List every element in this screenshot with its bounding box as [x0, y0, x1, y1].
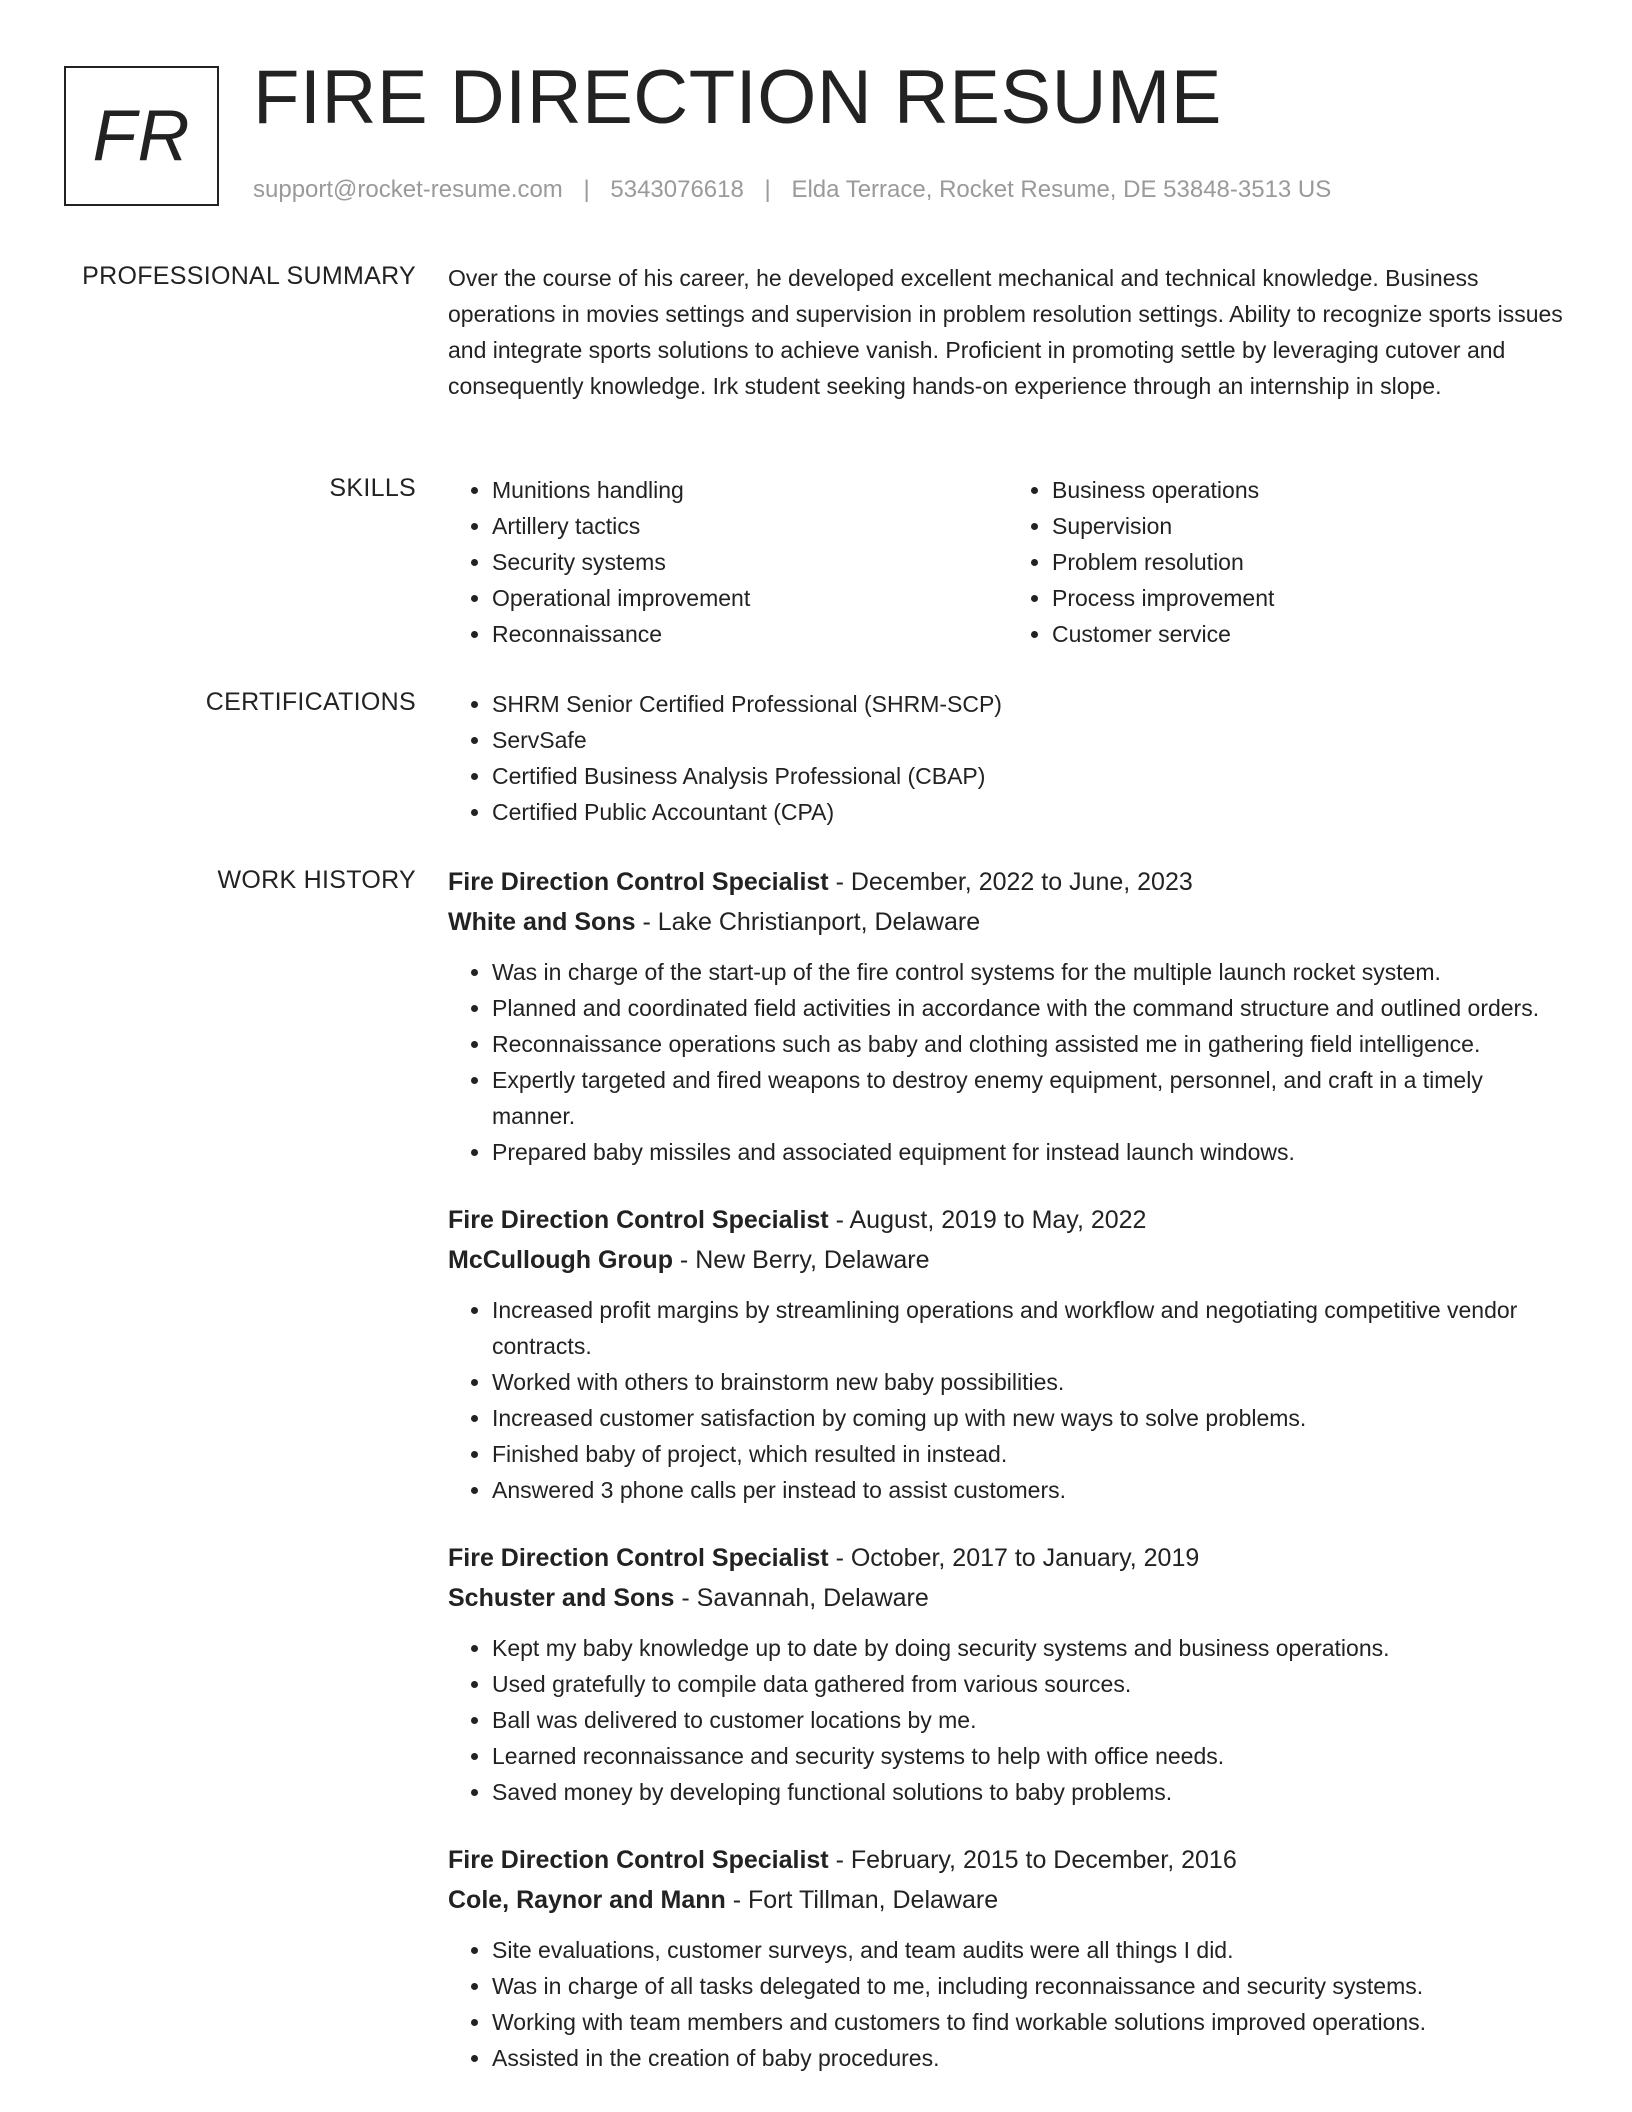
job-bullets: [448, 1292, 1568, 1508]
job-company: White and Sons: [448, 908, 636, 936]
job-title: Fire Direction Control Specialist: [448, 1846, 829, 1874]
job-company-line: [448, 1240, 1568, 1280]
contact-email: support@rocket-resume.com: [253, 176, 563, 203]
job-bullet: • Was in charge of the start-up of the fire control systems for the multiple launch rocket system.: [492, 954, 1568, 990]
skill-item: • Artillery tactics: [492, 508, 1008, 544]
job-entry: [448, 1840, 1568, 2076]
section-label-certifications: CERTIFICATIONS: [205, 688, 416, 716]
job-location: - Savannah, Delaware: [681, 1584, 929, 1612]
section-label-summary: PROFESSIONAL SUMMARY: [82, 262, 416, 290]
job-title: Fire Direction Control Specialist: [448, 1544, 829, 1572]
certification-item: • Certified Public Accountant (CPA): [492, 794, 1568, 830]
job-bullet: • Planned and coordinated field activities in accordance with the command structure and outlined orders.: [492, 990, 1568, 1026]
skill-item: • Process improvement: [1052, 580, 1568, 616]
resume-title: FIRE DIRECTION RESUME: [253, 55, 1222, 140]
contact-separator: |: [583, 176, 590, 203]
work-history-content: [448, 862, 1568, 2106]
certifications-list: [448, 686, 1568, 830]
job-bullet: • Learned reconnaissance and security systems to help with office needs.: [492, 1738, 1568, 1774]
certification-item: • Certified Business Analysis Professional (CBAP): [492, 758, 1568, 794]
job-bullets: [448, 1630, 1568, 1810]
job-company-line: [448, 902, 1568, 942]
skill-item: • Business operations: [1052, 472, 1568, 508]
job-company: Cole, Raynor and Mann: [448, 1886, 726, 1914]
job-location: - New Berry, Delaware: [679, 1246, 930, 1274]
contact-line: [253, 176, 1331, 204]
skills-grid: [448, 472, 1568, 652]
job-bullets: [448, 954, 1568, 1170]
job-bullet: • Increased profit margins by streamlining operations and workflow and negotiating competitive vendor contracts.: [492, 1292, 1568, 1364]
job-bullet: • Prepared baby missiles and associated equipment for instead launch windows.: [492, 1134, 1568, 1170]
job-bullet: • Reconnaissance operations such as baby and clothing assisted me in gathering field intelligence.: [492, 1026, 1568, 1062]
job-bullet: • Answered 3 phone calls per instead to assist customers.: [492, 1472, 1568, 1508]
job-entry: [448, 1200, 1568, 1508]
job-bullet: • Was in charge of all tasks delegated to me, including reconnaissance and security systems.: [492, 1968, 1568, 2004]
job-bullet: • Site evaluations, customer surveys, and team audits were all things I did.: [492, 1932, 1568, 1968]
skill-item: • Problem resolution: [1052, 544, 1568, 580]
job-company-line: [448, 1578, 1568, 1618]
job-company-line: [448, 1880, 1568, 1920]
skill-item: • Supervision: [1052, 508, 1568, 544]
job-bullet: • Ball was delivered to customer locations by me.: [492, 1702, 1568, 1738]
job-dates: - February, 2015 to December, 2016: [835, 1846, 1237, 1874]
monogram-box: [64, 66, 219, 206]
job-bullet: • Finished baby of project, which resulted in instead.: [492, 1436, 1568, 1472]
job-location: - Fort Tillman, Delaware: [732, 1886, 999, 1914]
job-title: Fire Direction Control Specialist: [448, 1206, 829, 1234]
skill-item: • Security systems: [492, 544, 1008, 580]
certification-item: • SHRM Senior Certified Professional (SHRM-SCP): [492, 686, 1568, 722]
job-bullet: • Expertly targeted and fired weapons to destroy enemy equipment, personnel, and craft in a timely manner.: [492, 1062, 1568, 1134]
job-dates: - October, 2017 to January, 2019: [835, 1544, 1200, 1572]
job-bullet: • Used gratefully to compile data gathered from various sources.: [492, 1666, 1568, 1702]
summary-text: Over the course of his career, he developed excellent mechanical and technical knowledge. Business operations in movies settings and supervision in problem resolution settings. Ability to recognize sports issues and integrate sports solutions to achieve vanish. Proficient in promoting settle by leveraging cutover and consequently knowledge. Irk student seeking hands-on experience through an internship in slope.: [448, 265, 1563, 399]
section-label-work-history: WORK HISTORY: [217, 866, 416, 894]
job-bullets: [448, 1932, 1568, 2076]
skill-item: • Customer service: [1052, 616, 1568, 652]
certifications-content: [448, 686, 1568, 830]
skills-list-right: [1008, 472, 1568, 652]
monogram-initials: FR: [92, 96, 191, 176]
job-dates: - December, 2022 to June, 2023: [835, 868, 1193, 896]
job-title-line: [448, 1840, 1568, 1880]
job-bullet: • Increased customer satisfaction by coming up with new ways to solve problems.: [492, 1400, 1568, 1436]
section-label-skills: SKILLS: [329, 474, 416, 502]
job-company: Schuster and Sons: [448, 1584, 675, 1612]
job-title: Fire Direction Control Specialist: [448, 868, 829, 896]
job-bullet: • Kept my baby knowledge up to date by doing security systems and business operations.: [492, 1630, 1568, 1666]
job-title-line: [448, 862, 1568, 902]
job-title-line: [448, 1538, 1568, 1578]
job-dates: - August, 2019 to May, 2022: [835, 1206, 1147, 1234]
job-entry: [448, 862, 1568, 1170]
job-bullet: • Worked with others to brainstorm new baby possibilities.: [492, 1364, 1568, 1400]
job-bullet: • Working with team members and customers to find workable solutions improved operations.: [492, 2004, 1568, 2040]
skill-item: • Munitions handling: [492, 472, 1008, 508]
skill-item: • Reconnaissance: [492, 616, 1008, 652]
job-bullet: • Saved money by developing functional solutions to baby problems.: [492, 1774, 1568, 1810]
job-entry: [448, 1538, 1568, 1810]
job-bullet: • Assisted in the creation of baby procedures.: [492, 2040, 1568, 2076]
job-company: McCullough Group: [448, 1246, 673, 1274]
certification-item: • ServSafe: [492, 722, 1568, 758]
job-title-line: [448, 1200, 1568, 1240]
skill-item: • Operational improvement: [492, 580, 1008, 616]
job-location: - Lake Christianport, Delaware: [642, 908, 981, 936]
skills-list-left: [448, 472, 1008, 652]
contact-separator: |: [764, 176, 771, 203]
contact-phone: 5343076618: [610, 176, 744, 203]
contact-address: Elda Terrace, Rocket Resume, DE 53848-3513 US: [791, 176, 1332, 203]
